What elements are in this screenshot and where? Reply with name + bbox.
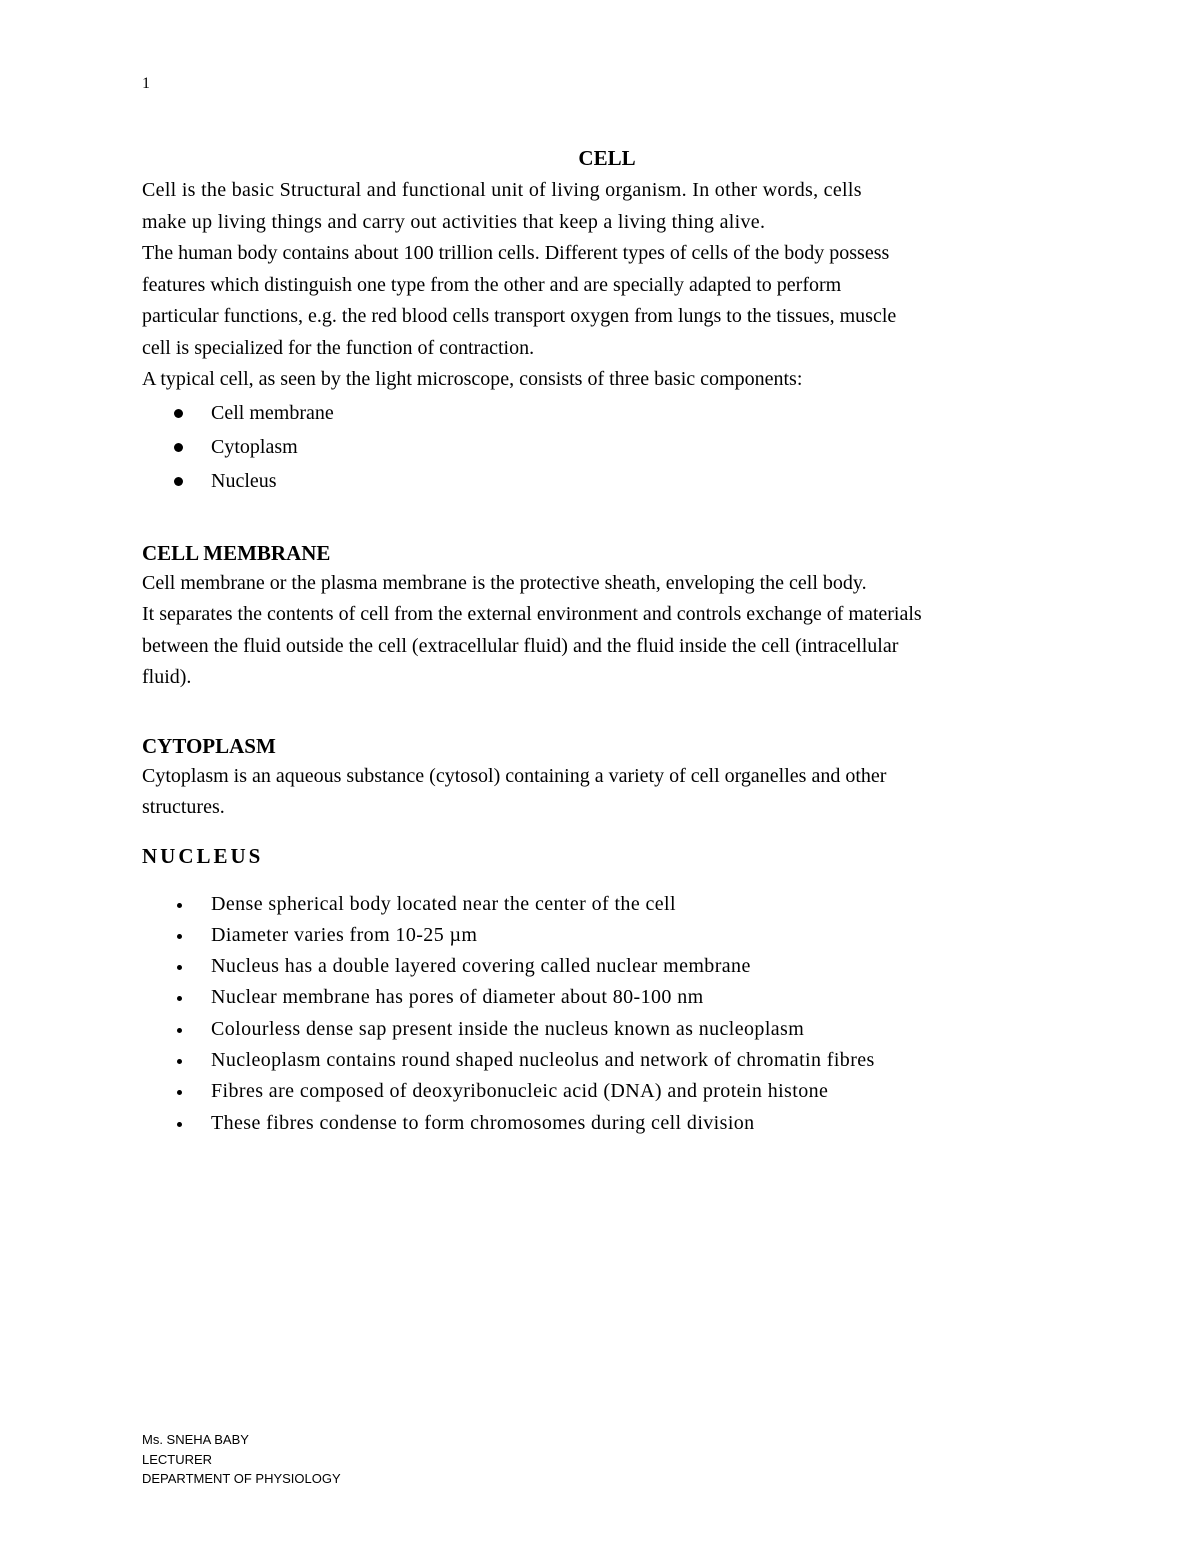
list-item <box>142 396 1072 430</box>
list-item <box>142 951 1072 982</box>
nucleus-heading: NUCLEUS <box>142 843 264 868</box>
nucleus-point: Fibres are composed of deoxyribonucleic acid (DNA) and protein histone <box>211 1080 829 1103</box>
nucleus-point: Diameter varies from 10-25 µm <box>211 923 478 946</box>
document-body <box>142 143 1072 1139</box>
nucleus-point: Nucleoplasm contains round shaped nucleolus and network of chromatin fibres <box>211 1048 875 1071</box>
bullet-icon <box>177 903 182 908</box>
bullet-icon <box>174 409 183 418</box>
nucleus-points-list <box>142 889 1072 1139</box>
list-item <box>142 982 1072 1013</box>
intro-paragraph-2-line-2: features which distinguish one type from the other and are specially adapted to perform <box>142 273 842 296</box>
cell-membrane-line-1: Cell membrane or the plasma membrane is the protective sheath, enveloping the cell body. <box>142 571 867 594</box>
bullet-icon <box>177 965 182 970</box>
cytoplasm-heading: CYTOPLASM <box>142 733 276 758</box>
cell-membrane-line-4: fluid). <box>142 666 192 688</box>
cytoplasm-line-2: structures. <box>142 796 225 818</box>
bullet-icon <box>177 996 182 1001</box>
bullet-icon <box>177 1122 182 1127</box>
cell-membrane-line-2: It separates the contents of cell from the external environment and controls exchange of materials <box>142 603 922 625</box>
bullet-icon <box>174 443 183 452</box>
component-label: Cell membrane <box>211 401 334 424</box>
page-footer <box>142 1430 341 1489</box>
author-department: DEPARTMENT OF PHYSIOLOGY <box>142 1471 341 1486</box>
component-label: Cytoplasm <box>211 435 298 458</box>
nucleus-point: Dense spherical body located near the center of the cell <box>211 892 676 915</box>
components-list <box>142 396 1072 498</box>
intro-paragraph-2-line-4: cell is specialized for the function of contraction. <box>142 336 535 359</box>
list-item <box>142 1108 1072 1139</box>
list-item <box>142 430 1072 464</box>
cell-membrane-line-3: between the fluid outside the cell (extracellular fluid) and the fluid inside the cell (intracellular <box>142 634 899 657</box>
intro-paragraph-2-line-1: The human body contains about 100 trillion cells. Different types of cells of the body possess <box>142 242 890 264</box>
list-item <box>142 1014 1072 1045</box>
page-number: 1 <box>142 75 150 92</box>
component-label: Nucleus <box>211 469 277 492</box>
author-role: LECTURER <box>142 1451 213 1467</box>
nucleus-point: Nuclear membrane has pores of diameter about 80-100 nm <box>211 986 704 1009</box>
bullet-icon <box>177 934 182 939</box>
cytoplasm-line-1: Cytoplasm is an aqueous substance (cytosol) containing a variety of cell organelles and other <box>142 764 887 787</box>
nucleus-point: Nucleus has a double layered covering called nuclear membrane <box>211 955 751 978</box>
list-item <box>142 464 1072 498</box>
nucleus-point: These fibres condense to form chromosomes during cell division <box>211 1111 755 1134</box>
bullet-icon <box>174 477 183 486</box>
intro-paragraph-2-line-3: particular functions, e.g. the red blood cells transport oxygen from lungs to the tissues, muscle <box>142 305 897 327</box>
document-title: CELL <box>578 146 636 170</box>
list-item <box>142 1045 1072 1076</box>
bullet-icon <box>177 1059 182 1064</box>
intro-paragraph-3: A typical cell, as seen by the light microscope, consists of three basic components: <box>142 368 803 390</box>
bullet-icon <box>177 1090 182 1095</box>
intro-paragraph-1-line-2: make up living things and carry out activities that keep a living thing alive. <box>142 210 766 233</box>
intro-paragraph-1-line-1: Cell is the basic Structural and functional unit of living organism. In other words, cells <box>142 179 862 201</box>
cell-membrane-heading: CELL MEMBRANE <box>142 540 331 565</box>
author-name: Ms. SNEHA BABY <box>142 1432 249 1447</box>
bullet-icon <box>177 1028 182 1033</box>
list-item <box>142 889 1072 920</box>
list-item <box>142 1076 1072 1107</box>
nucleus-point: Colourless dense sap present inside the nucleus known as nucleoplasm <box>211 1017 805 1040</box>
list-item <box>142 920 1072 951</box>
